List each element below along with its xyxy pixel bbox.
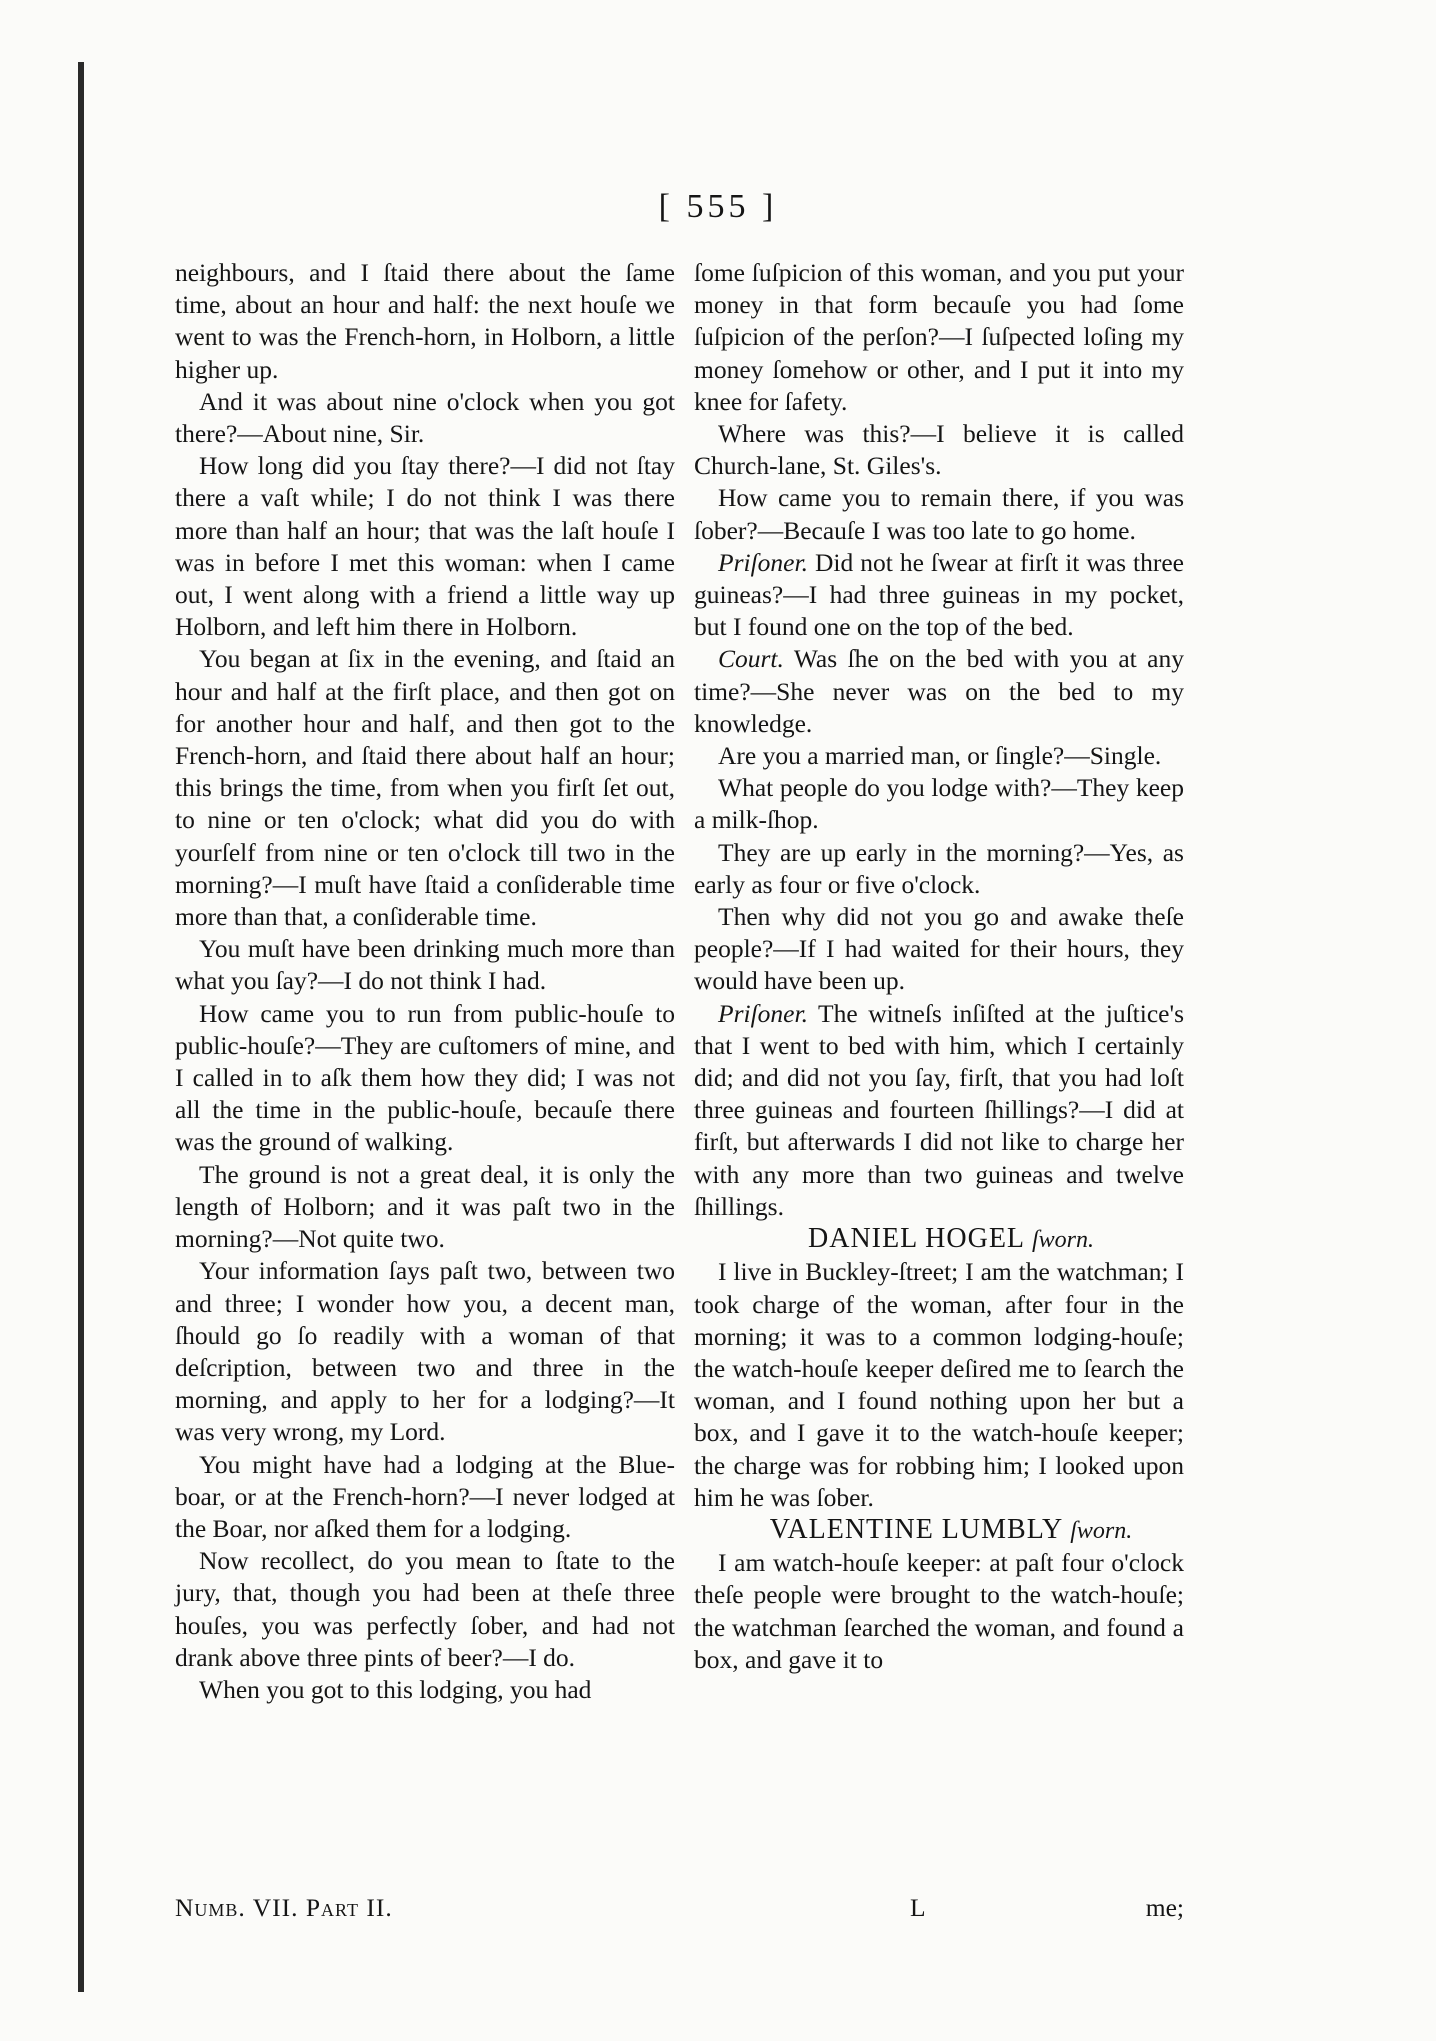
paragraph-text: How came you to remain there, if you was ſober?—Becauſe I was too late to go home. [694,483,1184,545]
testimony-paragraph [175,933,675,997]
speaker-label: Priſoner. [718,547,808,577]
testimony-paragraph [175,1545,675,1674]
catchword: me; [1145,1893,1184,1922]
paragraph-text: Now recollect, do you mean to ſtate to the jury, that, though you had been at theſe three houſes, you was perfectly ſober, and had not drank above three pints of beer?—I do. [175,1546,675,1672]
paragraph-text: And it was about nine o'clock when you got there?—About nine, Sir. [175,386,675,449]
testimony-paragraph [175,1449,675,1546]
paragraph-text: Was ſhe on the bed with you at any time?—She never was on the bed to my knowledge. [694,644,1184,738]
testimony-paragraph [175,450,675,643]
testimony-paragraph [694,547,1184,644]
binding-edge [78,62,84,1992]
testimony-paragraph [694,998,1184,1223]
sworn-label: ſworn. [1070,1517,1133,1544]
paragraph-text: The witneſs inſiſted at the juſtice's that I went to bed with him, which I certainly did; and did not you ſay, firſt, that you had loſt three guineas and fourteen ſhillings?—I did at firſt, but afterwards I did not like to charge her with any more than two guineas and twelve ſhillings. [694,998,1184,1221]
testimony-paragraph [175,998,675,1159]
paragraph-text: You muſt have been drinking much more than what you ſay?—I do not think I had. [175,934,675,996]
witness-heading [694,1514,1184,1547]
left-column [175,257,675,1706]
sworn-label: ſworn. [1031,1227,1094,1254]
paragraph-text: What people do you lodge with?—They keep a milk-ſhop. [694,773,1184,835]
paragraph-text: Your information ſays paſt two, between two and three; I wonder how you, a decent man, ſhould go ſo readily with a woman of that deſcription, between two and three in the morning, and apply to her for a lodging?—It was very wrong, my Lord. [175,1256,675,1447]
paragraph-text: I live in Buckley-ſtreet; I am the watchman; I took charge of the woman, after four in the morning; it was to a common lodging-houſe; the watch-houſe keeper deſired me to ſearch the woman, and I found nothing upon her but a box, and I gave it to the watch-houſe keeper; the charge was for robbing him; I looked upon him he was ſober. [694,1257,1184,1512]
speaker-label: Priſoner. [718,998,808,1028]
witness-name: VALENTINE LUMBLY [769,1513,1063,1545]
testimony-paragraph [175,1674,675,1706]
testimony-paragraph [694,257,1184,418]
paragraph-text: They are up early in the morning?—Yes, as early as four or five o'clock. [694,837,1184,899]
witness-heading [694,1223,1184,1256]
testimony-paragraph [694,643,1184,740]
paragraph-text: Then why did not you go and awake theſe people?—If I had waited for their hours, they would have been up. [694,902,1184,996]
paragraph-text: Where was this?—I believe it is called Church-lane, St. Giles's. [694,419,1184,481]
paragraph-text: You might have had a lodging at the Blue-boar, or at the French-horn?—I never lodged at the Boar, nor aſked them for a lodging. [175,1449,675,1543]
testimony-paragraph [694,740,1184,772]
paragraph-text: You began at ſix in the evening, and ſtaid an hour and half at the firſt place, and then got on for another hour and half, and then got to the French-horn, and ſtaid there about half an hour; this brings the time, from when you firſt ſet out, to nine or ten o'clock; what did you do with yourſelf from nine or ten o'clock till two in the morning?—I muſt have ſtaid a conſiderable time more than that, a conſiderable time. [175,644,675,932]
paragraph-text: I am watch-houſe keeper: at paſt four o'clock theſe people were brought to the watch-houſe; the watchman ſearched the woman, and found a box, and gave it to [694,1548,1184,1674]
page-number: [ 555 ] [658,188,778,225]
paragraph-text: How came you to run from public-houſe to public-houſe?—They are cuſtomers of mine, and I called in to aſk them how they did; I was not all the time in the public-houſe, becauſe there was the ground of walking. [175,998,675,1157]
testimony-paragraph [694,1256,1184,1514]
testimony-paragraph [694,901,1184,998]
testimony-paragraph [694,837,1184,901]
testimony-paragraph [175,257,675,386]
testimony-paragraph [694,1547,1184,1676]
testimony-paragraph [175,1255,675,1448]
paragraph-text: How long did you ſtay there?—I did not ſtay there a vaſt while; I do not think I was there more than half an hour; that was the laſt houſe I was in before I met this woman: when I came out, I went along with a friend a little way up Holborn, and left him there in Holborn. [175,451,675,642]
testimony-paragraph [694,772,1184,836]
signature-mark: Numb. VII. Part II. [175,1893,393,1922]
paragraph-text: neighbours, and I ſtaid there about the ſame time, about an hour and half: the next houſe we went to was the French-horn, in Holborn, a little higher up. [175,258,675,384]
witness-name: DANIEL HOGEL [808,1223,1024,1255]
testimony-paragraph [175,643,675,933]
paragraph-text: Are you a married man, or ſingle?—Single. [718,741,1162,771]
testimony-paragraph [694,482,1184,546]
paragraph-text: Did not he ſwear at firſt it was three guineas?—I had three guineas in my pocket, but I found one on the top of the bed. [694,547,1184,642]
paragraph-text: When you got to this lodging, you had [199,1674,592,1704]
paragraph-text: The ground is not a great deal, it is only the length of Holborn; and it was paſt two in the morning?—Not quite two. [175,1159,675,1254]
testimony-paragraph [694,418,1184,482]
speaker-label: Court. [718,644,784,674]
paragraph-text: ſome ſuſpicion of this woman, and you put your money in that form becauſe you had ſome ſuſpicion of the perſon?—I ſuſpected loſing my money ſomehow or other, and I put it into my knee for ſafety. [694,258,1184,416]
gathering-mark: L [910,1893,926,1922]
testimony-paragraph [175,1159,675,1256]
right-column [694,257,1184,1676]
testimony-paragraph [175,386,675,450]
